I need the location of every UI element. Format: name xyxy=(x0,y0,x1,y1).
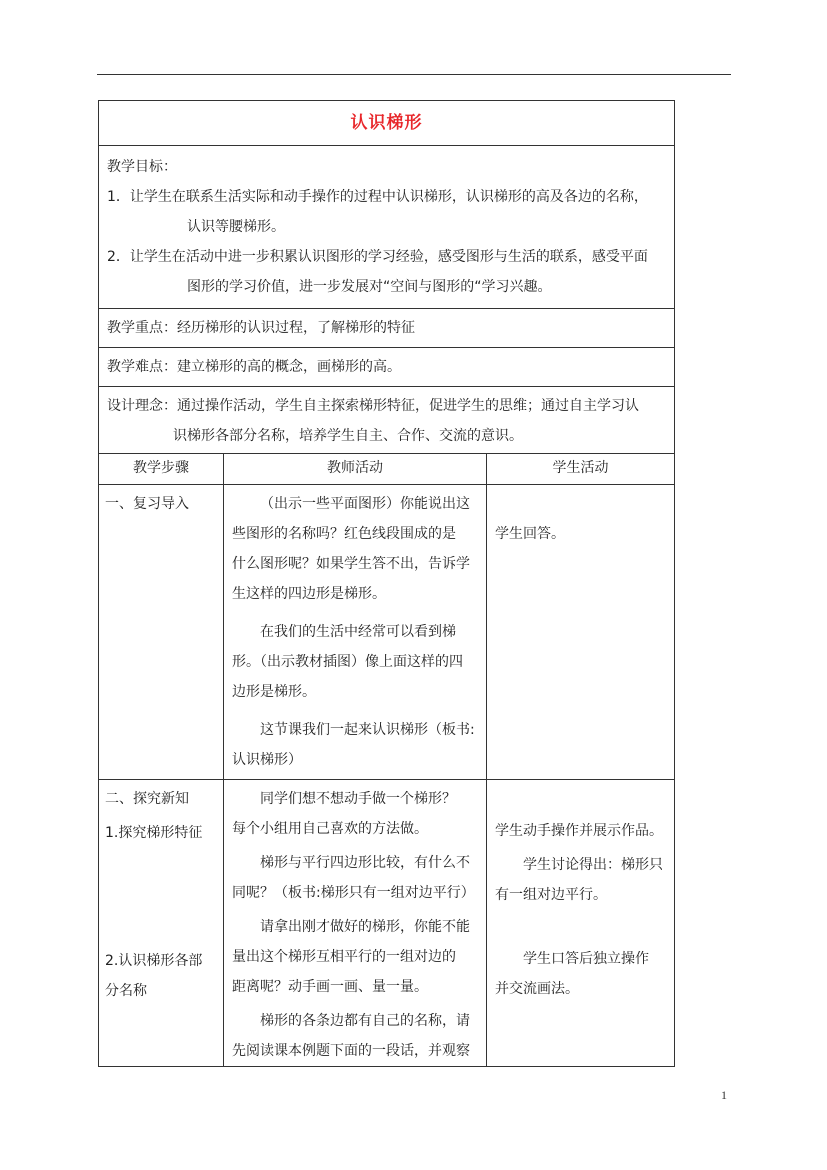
step-label: 二、探究新知 xyxy=(105,791,189,807)
student-line: 学生动手操作并展示作品。 xyxy=(495,823,663,839)
design-line-2: 识梯形各部分名称，培养学生自主、合作、交流的意识。 xyxy=(173,428,523,444)
table-row xyxy=(99,485,675,780)
column-header-steps: 教学步骤 xyxy=(99,454,224,485)
teacher-line: 梯形与平行四边形比较，有什么不 xyxy=(260,855,470,871)
step-label: 一、复习导入 xyxy=(105,496,189,512)
teacher-line: 先阅读课本例题下面的一段话，并观察 xyxy=(232,1043,470,1059)
column-header-student: 学生活动 xyxy=(487,454,675,485)
goal-num: 1． xyxy=(107,189,130,205)
goal-text: 让学生在活动中进一步积累认识图形的学习经验，感受图形与生活的联系，感受平面 xyxy=(129,249,648,265)
step-cell xyxy=(99,485,224,780)
teacher-line: 这节课我们一起来认识梯形（板书: xyxy=(260,722,475,738)
teacher-activity xyxy=(224,485,487,780)
title-cell xyxy=(99,101,675,146)
step-label: 1.探究梯形特征 xyxy=(105,825,203,841)
key-point: 教学重点：经历梯形的认识过程，了解梯形的特征 xyxy=(99,309,675,348)
header-rule xyxy=(97,74,731,75)
teacher-line: 距离呢？动手画一画、量一量。 xyxy=(232,979,428,995)
teacher-activity xyxy=(224,780,487,1067)
teacher-line: 同学们想不想动手做一个梯形？ xyxy=(260,791,456,807)
teacher-line: 边形是梯形。 xyxy=(232,684,316,700)
step-label: 2.认识梯形各部 xyxy=(105,953,203,969)
goal-text: 让学生在联系生活实际和动手操作的过程中认识梯形，认识梯形的高及各边的名称， xyxy=(129,189,648,205)
table-row xyxy=(99,780,675,1067)
teacher-line: 形。（出示教材插图）像上面这样的四 xyxy=(232,654,463,670)
teacher-line: 梯形的各条边都有自己的名称，请 xyxy=(260,1013,470,1029)
teacher-line: 什么图形呢？如果学生答不出，告诉学 xyxy=(232,556,470,572)
student-activity xyxy=(487,780,675,1067)
teacher-line: 认识梯形） xyxy=(232,752,302,768)
student-line: 学生口答后独立操作 xyxy=(523,951,649,967)
student-line: 并交流画法。 xyxy=(495,981,579,997)
student-line: 有一组对边平行。 xyxy=(495,887,607,903)
goal-item-1 xyxy=(107,182,666,242)
teacher-line: （出示一些平面图形）你能说出这 xyxy=(260,496,470,512)
design-line-1: 设计理念：通过操作活动，学生自主探索梯形特征，促进学生的思维；通过自主学习认 xyxy=(107,398,639,414)
design-concept xyxy=(99,387,675,454)
teacher-line: 在我们的生活中经常可以看到梯 xyxy=(260,624,456,640)
goal-text-cont: 认识等腰梯形。 xyxy=(187,219,285,235)
goals-heading: 教学目标： xyxy=(107,159,177,175)
teacher-line: 生这样的四边形是梯形。 xyxy=(232,586,386,602)
teacher-line: 每个小组用自己喜欢的方法做。 xyxy=(232,821,428,837)
teaching-goals xyxy=(99,146,675,309)
teacher-line: 同呢？（板书:梯形只有一组对边平行） xyxy=(232,885,475,901)
column-header-teacher: 教师活动 xyxy=(224,454,487,485)
student-line: 学生讨论得出：梯形只 xyxy=(523,857,663,873)
step-cell xyxy=(99,780,224,1067)
student-line: 学生回答。 xyxy=(495,526,565,542)
teacher-line: 请拿出刚才做好的梯形，你能不能 xyxy=(260,919,470,935)
step-label: 分名称 xyxy=(105,983,147,999)
student-activity xyxy=(487,485,675,780)
page-number: 1 xyxy=(721,1088,727,1102)
teacher-line: 量出这个梯形互相平行的一组对边的 xyxy=(232,949,456,965)
lesson-plan-table xyxy=(98,100,675,1067)
goal-num: 2． xyxy=(107,249,130,265)
student-line xyxy=(495,489,668,519)
teacher-line: 些图形的名称吗？红色线段围成的是 xyxy=(232,526,456,542)
difficulty: 教学难点：建立梯形的高的概念，画梯形的高。 xyxy=(99,348,675,387)
goal-text-cont: 图形的学习价值，进一步发展对“空间与图形的“学习兴趣。 xyxy=(187,279,552,295)
goal-item-2 xyxy=(107,242,666,302)
page-title: 认识梯形 xyxy=(350,112,423,133)
